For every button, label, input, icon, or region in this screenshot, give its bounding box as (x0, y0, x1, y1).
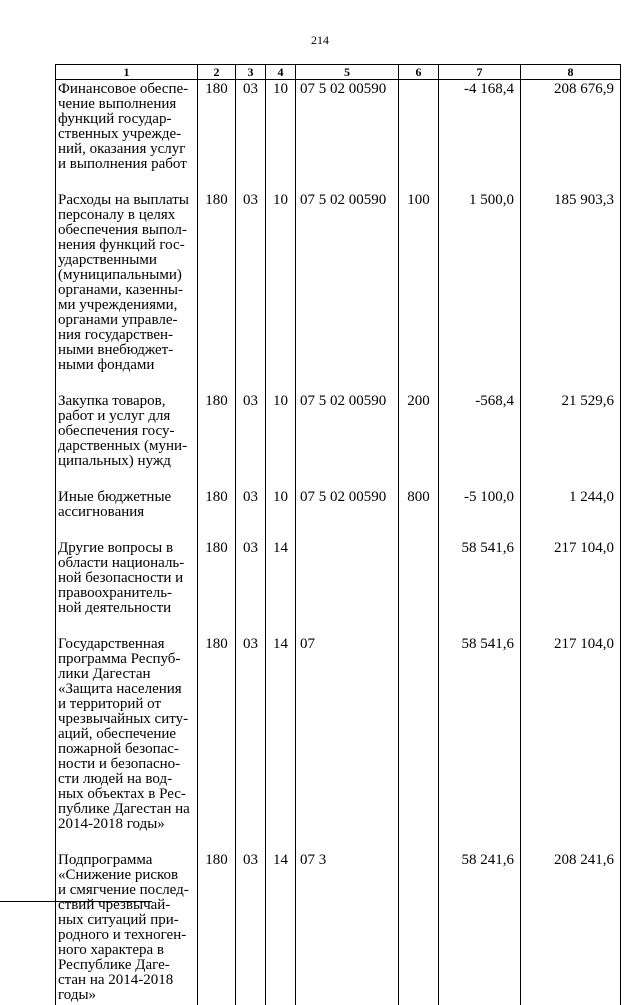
spacer-cell (56, 174, 198, 191)
item-name: Иные бюджетные ассигнования (56, 488, 198, 522)
amount-change: -5 100,0 (439, 488, 521, 522)
amount-total: 217 104,0 (521, 635, 621, 834)
spacer-cell (56, 522, 198, 539)
column-header: 7 (439, 65, 521, 80)
table-row (56, 80, 621, 175)
spacer-cell (439, 471, 521, 488)
spacer-cell (521, 375, 621, 392)
column-header: 2 (198, 65, 236, 80)
spacer-cell (296, 834, 399, 851)
target-article-code: 07 (296, 635, 399, 834)
spacer-cell (198, 375, 236, 392)
subsection-code: 14 (266, 539, 296, 618)
ministry-code: 180 (198, 191, 236, 375)
spacer-cell (56, 834, 198, 851)
spacer-cell (236, 375, 266, 392)
row-spacer (56, 375, 621, 392)
subsection-code: 14 (266, 851, 296, 1005)
expense-type-code (399, 539, 439, 618)
spacer-cell (439, 522, 521, 539)
amount-total: 21 529,6 (521, 392, 621, 471)
column-header-row (56, 65, 621, 80)
column-header: 6 (399, 65, 439, 80)
section-code: 03 (236, 635, 266, 834)
target-article-code (296, 539, 399, 618)
spacer-cell (236, 618, 266, 635)
spacer-cell (266, 618, 296, 635)
amount-total: 208 676,9 (521, 80, 621, 175)
section-code: 03 (236, 488, 266, 522)
spacer-cell (296, 522, 399, 539)
expense-type-code (399, 80, 439, 175)
target-article-code: 07 5 02 00590 (296, 392, 399, 471)
spacer-cell (521, 834, 621, 851)
section-code: 03 (236, 539, 266, 618)
spacer-cell (56, 471, 198, 488)
subsection-code: 10 (266, 488, 296, 522)
spacer-cell (236, 834, 266, 851)
amount-change: -4 168,4 (439, 80, 521, 175)
spacer-cell (521, 618, 621, 635)
expense-type-code: 100 (399, 191, 439, 375)
expense-type-code (399, 635, 439, 834)
item-name: Расходы на выплаты персоналу в целях обеспечения выпол- нения функций гос- ударственными (муниципальными) органами, казенны- ми учреждениями, органами управле- ния государствен- ными внебюджет- ными фондами (56, 191, 198, 375)
spacer-cell (236, 174, 266, 191)
row-spacer (56, 522, 621, 539)
amount-change: 58 541,6 (439, 539, 521, 618)
spacer-cell (296, 375, 399, 392)
row-spacer (56, 471, 621, 488)
spacer-cell (399, 471, 439, 488)
column-header: 3 (236, 65, 266, 80)
spacer-cell (198, 834, 236, 851)
subsection-code: 10 (266, 191, 296, 375)
target-article-code: 07 5 02 00590 (296, 488, 399, 522)
spacer-cell (198, 174, 236, 191)
spacer-cell (56, 618, 198, 635)
row-spacer (56, 618, 621, 635)
ministry-code: 180 (198, 80, 236, 175)
section-code: 03 (236, 392, 266, 471)
table-row (56, 539, 621, 618)
column-header: 4 (266, 65, 296, 80)
amount-change: 58 241,6 (439, 851, 521, 1005)
spacer-cell (399, 522, 439, 539)
column-header: 5 (296, 65, 399, 80)
spacer-cell (266, 471, 296, 488)
table-row (56, 392, 621, 471)
amount-total: 208 241,6 (521, 851, 621, 1005)
spacer-cell (399, 375, 439, 392)
spacer-cell (399, 834, 439, 851)
spacer-cell (266, 375, 296, 392)
section-code: 03 (236, 851, 266, 1005)
subsection-code: 10 (266, 392, 296, 471)
target-article-code: 07 5 02 00590 (296, 80, 399, 175)
spacer-cell (266, 522, 296, 539)
target-article-code: 07 5 02 00590 (296, 191, 399, 375)
amount-total: 1 244,0 (521, 488, 621, 522)
amount-change: 1 500,0 (439, 191, 521, 375)
amount-change: 58 541,6 (439, 635, 521, 834)
spacer-cell (296, 618, 399, 635)
spacer-cell (236, 471, 266, 488)
footnote-separator (0, 901, 152, 902)
table-row (56, 851, 621, 1005)
spacer-cell (266, 834, 296, 851)
expense-type-code: 800 (399, 488, 439, 522)
table-row (56, 191, 621, 375)
spacer-cell (521, 522, 621, 539)
table-row (56, 635, 621, 834)
spacer-cell (439, 834, 521, 851)
ministry-code: 180 (198, 635, 236, 834)
expense-type-code: 200 (399, 392, 439, 471)
table-body (56, 80, 621, 1005)
column-header: 8 (521, 65, 621, 80)
spacer-cell (439, 618, 521, 635)
spacer-cell (399, 618, 439, 635)
budget-table (55, 64, 621, 1005)
amount-change: -568,4 (439, 392, 521, 471)
section-code: 03 (236, 191, 266, 375)
spacer-cell (198, 522, 236, 539)
ministry-code: 180 (198, 539, 236, 618)
spacer-cell (296, 471, 399, 488)
item-name: Финансовое обеспе- чение выполнения функций государ- ственных учрежде- ний, оказания услуг и выполнения работ (56, 80, 198, 175)
item-name: Другие вопросы в области националь- ной безопасности и правоохранитель- ной деятельности (56, 539, 198, 618)
row-spacer (56, 174, 621, 191)
subsection-code: 10 (266, 80, 296, 175)
page-number: 214 (0, 33, 640, 48)
spacer-cell (266, 174, 296, 191)
spacer-cell (198, 618, 236, 635)
spacer-cell (439, 174, 521, 191)
spacer-cell (296, 174, 399, 191)
ministry-code: 180 (198, 488, 236, 522)
spacer-cell (439, 375, 521, 392)
section-code: 03 (236, 80, 266, 175)
spacer-cell (521, 174, 621, 191)
expense-type-code (399, 851, 439, 1005)
row-spacer (56, 834, 621, 851)
item-name: Подпрограмма «Снижение рисков и смягчение послед- ствий чрезвычай- ных ситуаций при- родного и техноген- ного характера в Республике Даге- стан на 2014-2018 годы» (56, 851, 198, 1005)
ministry-code: 180 (198, 851, 236, 1005)
spacer-cell (236, 522, 266, 539)
subsection-code: 14 (266, 635, 296, 834)
table-row (56, 488, 621, 522)
ministry-code: 180 (198, 392, 236, 471)
spacer-cell (198, 471, 236, 488)
item-name: Закупка товаров, работ и услуг для обеспечения госу- дарственных (муни- ципальных) нужд (56, 392, 198, 471)
amount-total: 217 104,0 (521, 539, 621, 618)
spacer-cell (56, 375, 198, 392)
target-article-code: 07 3 (296, 851, 399, 1005)
spacer-cell (521, 471, 621, 488)
item-name: Государственная программа Респуб- лики Дагестан «Защита населения и территорий от чрезвычайных ситу- аций, обеспечение пожарной безопас- ности и безопасно- сти людей на вод- ных объектах в Рес- публике Дагестан на 2014-2018 годы» (56, 635, 198, 834)
amount-total: 185 903,3 (521, 191, 621, 375)
spacer-cell (399, 174, 439, 191)
column-header: 1 (56, 65, 198, 80)
